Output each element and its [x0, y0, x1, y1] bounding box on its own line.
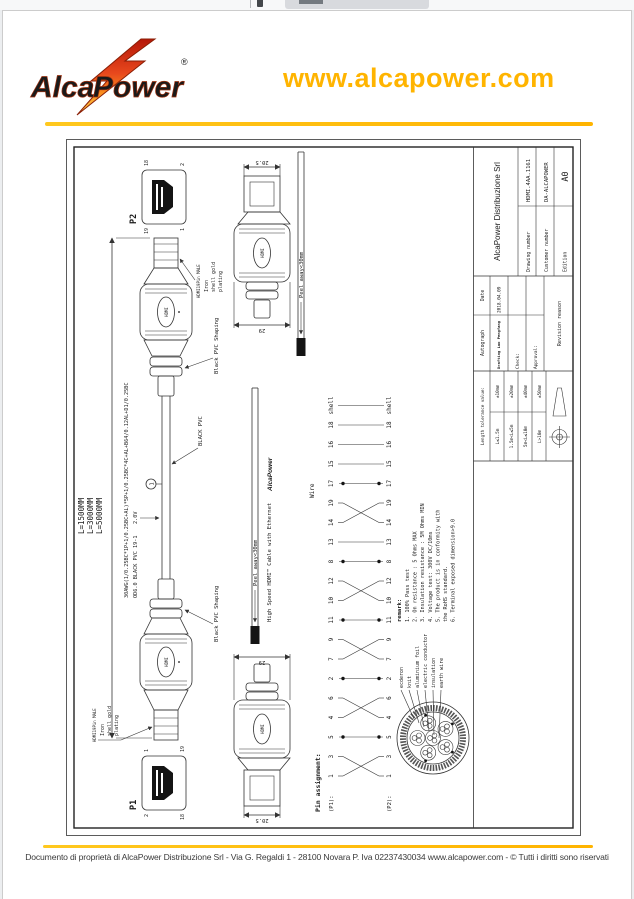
remark-line: 5. The product is in conformity with	[435, 509, 442, 622]
callout-1	[146, 479, 162, 489]
pin-p2: 3	[386, 754, 393, 759]
remark-line: 1. 100% Pass test	[405, 568, 411, 622]
length-1: L=1500MM	[77, 497, 86, 534]
pin-p2: 13	[386, 538, 393, 546]
pin-p1: 9	[328, 637, 335, 642]
spec-line1: 30AWG(1/0.25BC*1P+1/0.25BC+AL)*5P+1/0.25BC*4C+AL+B64/0.12AL+D1/0.25BC	[124, 382, 130, 598]
pin-p2: 9	[386, 637, 393, 642]
alcapower-logo	[29, 35, 199, 119]
cable-cross-section	[397, 634, 469, 774]
pin-p2: 15	[386, 460, 393, 468]
tolerance-value: ±10mm	[496, 384, 501, 399]
p1-face-view	[129, 746, 186, 820]
shell-note-l3: shell gold	[107, 705, 113, 736]
pin-p1: 12	[328, 577, 335, 585]
black-pvc-label: BLACK PVC	[198, 416, 204, 446]
remark-line: 4. Voltage test: 300V DC/10ms	[427, 531, 434, 622]
p1-label: P1	[129, 799, 139, 810]
date-value: 2018.04.09	[497, 286, 503, 313]
cs-label-knit: knit	[407, 675, 413, 688]
toolbar-zoom-dropdown[interactable]	[285, 0, 429, 9]
bottom-divider-rule	[43, 845, 593, 848]
customer-number-value: DA-ALCAPOWER	[544, 162, 550, 202]
top-divider-rule	[45, 122, 593, 126]
projection-symbol-icon	[549, 388, 570, 448]
p1-pin-2: 2	[144, 814, 150, 818]
tolerance-value: ±50mm	[538, 384, 543, 399]
spec-line2: OD6.0 BLACK PVC 19-1	[133, 535, 139, 598]
remark-line: 2. On resistance : 5 Ohms MAX	[412, 531, 419, 622]
cable-spec	[124, 383, 159, 599]
stripped-wire-right	[297, 152, 306, 356]
pin-p1: 15	[328, 460, 335, 468]
pin-p2: 17	[386, 479, 393, 488]
p1-pin-1: 1	[144, 748, 150, 752]
black-pvc-shaping-right	[185, 318, 220, 374]
tolerance-range: 5m<L≤10m	[524, 425, 529, 448]
p1-connector-body	[140, 579, 192, 740]
pin-p1: 14	[328, 518, 335, 527]
logo-text-alca: Alca	[31, 71, 95, 104]
autograph-label: Autograph	[481, 330, 486, 356]
logo-text-power: Power	[93, 71, 184, 104]
pin-p2: 12	[386, 577, 393, 585]
twisted-pair-glyphs	[338, 503, 384, 776]
company-block	[493, 147, 573, 276]
shell-note-l4: plating	[218, 270, 224, 292]
tolerance-table	[480, 371, 570, 461]
pin-p2: 11	[386, 616, 393, 624]
tolerance-title: Length tolerance value:	[480, 387, 485, 445]
pin-p2: 18	[386, 421, 393, 429]
peel-tip	[251, 626, 260, 644]
pin-p1: 5	[328, 735, 335, 739]
hdmi-logo-side1: HDMI	[260, 724, 265, 734]
pin-p2: 5	[386, 735, 393, 739]
remarks-title: remark:	[397, 598, 403, 622]
customer-number-label: Customer number	[545, 228, 550, 272]
tolerance-value: ±40mm	[524, 384, 529, 399]
tolerance-range: L>10m	[538, 429, 543, 444]
pin-p2: 16	[386, 440, 393, 449]
p2-face-view	[129, 160, 186, 234]
remark-line: the RoHS standard.	[443, 565, 449, 622]
marking-brand: AlcaPower	[267, 457, 274, 491]
viewer-toolbar	[0, 0, 634, 10]
remark-line: 6. Terminal exposed dimension>9.0	[450, 518, 457, 622]
p2-pin-19: 19	[144, 228, 150, 235]
sheet-outer-border	[67, 140, 581, 836]
remarks	[397, 503, 457, 622]
p1-pin-18: 18	[180, 814, 186, 821]
pin-p1: 13	[328, 538, 335, 546]
tolerance-value: ±20mm	[510, 384, 515, 399]
shell-note-l4: plating	[114, 714, 120, 736]
cable-marking	[266, 457, 274, 622]
coupled-wire-glyphs	[339, 482, 383, 739]
pin-assignment-title: Pin assignment:	[314, 753, 322, 812]
dim-29: 29	[258, 327, 266, 333]
pin-p1: 10	[328, 596, 335, 605]
p2-side-view-dimensioned	[234, 159, 290, 333]
pin-p1: 4	[328, 715, 335, 720]
pin-p2: shell	[386, 396, 393, 415]
p2-connector-body	[140, 238, 192, 396]
pin-p1: 16	[328, 440, 335, 449]
marking-text: High Speed HDMI™ Cable with Ethernet	[267, 502, 273, 622]
pin-row-p2-label: (P2):	[387, 795, 393, 812]
edition-value: A0	[561, 171, 571, 182]
pin-p1: 11	[328, 616, 335, 624]
cs-label-insulation: insulation	[431, 657, 437, 688]
drawing-number-label: Drawing number	[527, 231, 532, 272]
technical-drawing	[66, 139, 581, 836]
dim-20-5: 20.5	[255, 159, 269, 165]
shell-note-l2: Iron	[204, 279, 210, 292]
length-options	[77, 497, 104, 534]
hdmi-logo-side2: HDMI	[260, 248, 265, 258]
black-pvc-shaping-left	[185, 586, 220, 642]
revision-reason-label: Revision reason	[557, 300, 563, 347]
p2-pin-2: 2	[180, 162, 186, 166]
pin-p2: 4	[386, 715, 393, 720]
black-pvc-label-group	[172, 416, 204, 464]
pin-p2: 1	[386, 774, 393, 778]
edition-label: Edition	[563, 251, 569, 272]
peel-away-label: Peel away<30mm	[299, 251, 305, 298]
cs-label-electric-conductor: electric conductor	[423, 633, 429, 688]
length-dimension	[112, 238, 152, 738]
shell-note-right	[180, 259, 224, 298]
check-label: Check:	[516, 353, 521, 369]
peel-away-label: Peel away<30mm	[253, 539, 259, 586]
pin-p1: 17	[328, 479, 335, 488]
drawing-number-value: HDMI.4AA.1161	[526, 158, 532, 202]
company-name: AlcaPower Distribuzione Srl	[493, 162, 502, 261]
pin-p1: 2	[328, 676, 335, 681]
tolerance-range: 1.5m<L≤5m	[510, 424, 515, 449]
p1-side-view-dimensioned	[234, 654, 290, 823]
dim-20-5: 20.5	[255, 817, 269, 823]
logo-registered-mark: ®	[181, 57, 188, 67]
cs-label-aluminium-foil: aluminium foil	[415, 645, 421, 688]
peel-tip	[297, 338, 306, 356]
drawing-sheet-rotated	[66, 139, 581, 836]
pin-p1: 19	[328, 499, 335, 507]
remark-line: 3. Insulation resistance : 5M Ohms MIN	[420, 503, 427, 622]
pin-p2: 2	[386, 676, 393, 681]
pin-p1: 1	[328, 774, 335, 778]
cs-label-earth-wire: earth wire	[439, 657, 445, 688]
p2-pin-18: 18	[144, 159, 150, 166]
dim-29: 29	[258, 659, 266, 665]
toolbar-icon-fragment	[257, 0, 263, 7]
pin-p1: shell	[328, 396, 335, 415]
tolerance-range: L≤1.5m	[496, 428, 501, 445]
pin-p2: 10	[386, 596, 393, 605]
pin-p1: 7	[328, 657, 335, 661]
length-3: L=5000MM	[95, 497, 104, 534]
main-cable	[162, 396, 170, 579]
p2-label: P2	[129, 213, 139, 224]
pin-row-p1-label: (P1):	[329, 795, 335, 812]
pin-p1: 8	[328, 559, 335, 564]
p1-pin-19: 19	[180, 745, 186, 752]
wire-label: Wire	[309, 483, 316, 498]
autograph-block	[474, 276, 564, 371]
shell-note-title: HDMI19Pin MALE	[196, 264, 201, 298]
spec-tip: 2.0V	[133, 511, 139, 524]
toolbar-dropdown-text-fragment	[299, 0, 323, 4]
shell-note-l3: shell gold	[211, 261, 217, 292]
pin-p1: 6	[328, 696, 335, 700]
black-pvc-shaping-label: Black PVC Shaping	[214, 317, 220, 374]
pin-p1: 3	[328, 754, 335, 759]
hdmi-logo-p2: HDMI	[164, 307, 169, 317]
footer-text: Documento di proprietà di AlcaPower Distribuzione Srl - Via G. Regaldi 1 - 28100 Novara P. Iva 02237430034 www.alcapower.com - © Tutti i diritti sono riservati	[25, 852, 609, 862]
drafting-name: Drafting Luo Pengfang	[496, 320, 501, 369]
pin-p2: 19	[386, 499, 393, 507]
document-page	[2, 10, 632, 899]
date-label: Date	[481, 289, 486, 302]
site-url[interactable]: www.alcapower.com	[283, 63, 555, 93]
pin-p2: 8	[386, 559, 393, 564]
pin-p1: 18	[328, 421, 335, 429]
title-block	[474, 147, 574, 828]
length-2: L=3000MM	[86, 497, 95, 534]
pin-p2: 14	[386, 518, 393, 527]
p2-pin-1: 1	[180, 228, 186, 232]
approval-label: Approval:	[534, 345, 539, 369]
toolbar-divider	[250, 0, 251, 8]
shell-note-left	[92, 706, 152, 742]
pin-assignment	[314, 396, 393, 812]
black-pvc-shaping-label: Black PVC Shaping	[214, 585, 220, 642]
callout-1-number: 1	[149, 482, 156, 486]
pin-p2: 6	[386, 696, 393, 700]
hdmi-logo-p1: HDMI	[164, 657, 169, 667]
stripped-wire-left	[251, 388, 260, 644]
shell-note-title: HDMI19Pin MALE	[92, 708, 97, 742]
pin-p2: 7	[386, 657, 393, 661]
cs-label-ecderon: ecderon	[399, 666, 405, 688]
shell-note-l2: Iron	[100, 723, 106, 736]
